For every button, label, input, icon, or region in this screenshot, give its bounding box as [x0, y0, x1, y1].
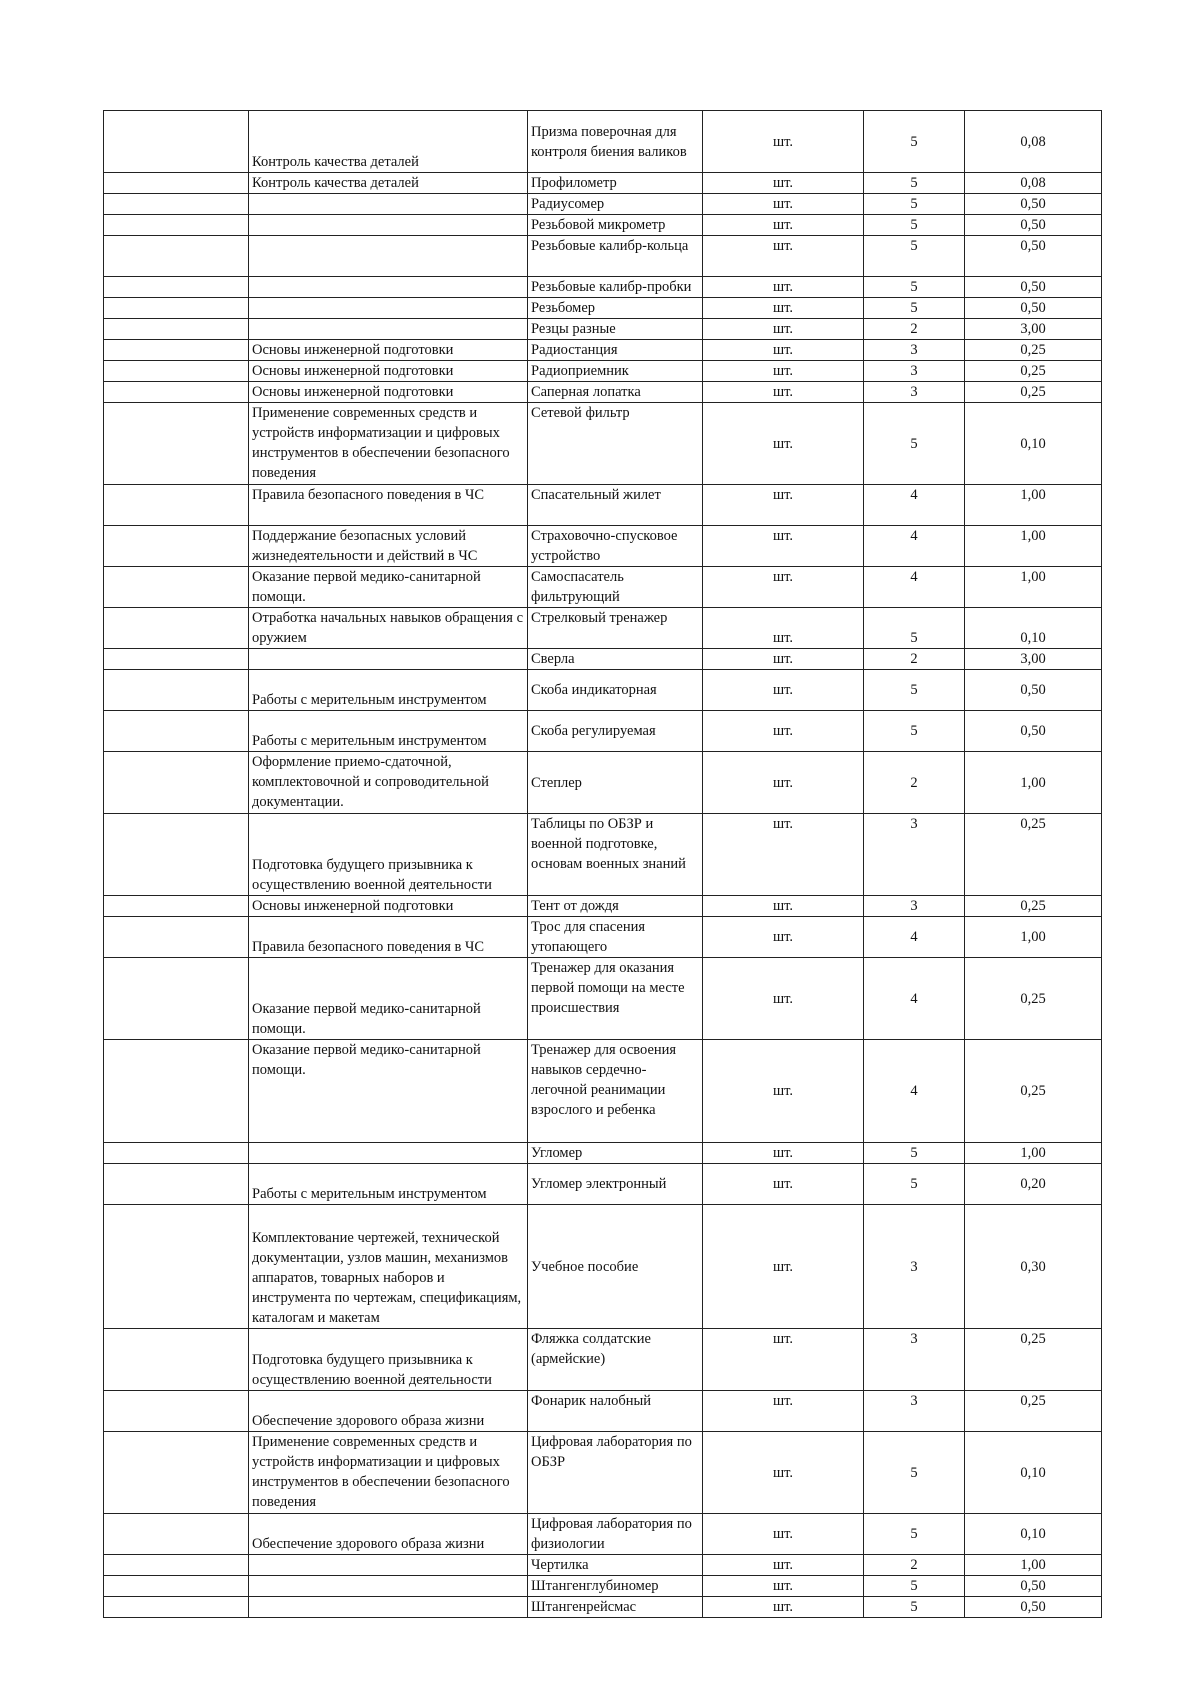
unit-cell: шт.: [703, 215, 864, 236]
empty-cell: [104, 608, 249, 649]
quantity-cell: 5: [864, 215, 965, 236]
purpose-cell: Комплектование чертежей, технической документации, узлов машин, механизмов аппаратов, товарных наборов и инструмента по чертежам, спецификациям, каталогам и макетам: [249, 1205, 528, 1329]
item-name-cell: Сетевой фильтр: [528, 403, 703, 485]
table-row: [104, 1143, 1102, 1164]
norm-cell: 0,10: [965, 403, 1102, 485]
norm-cell: 0,25: [965, 340, 1102, 361]
table-row: [104, 194, 1102, 215]
purpose-cell: Контроль качества деталей: [249, 173, 528, 194]
purpose-cell: Оказание первой медико-санитарной помощи.: [249, 1040, 528, 1143]
quantity-cell: 5: [864, 236, 965, 277]
quantity-cell: 3: [864, 361, 965, 382]
unit-cell: шт.: [703, 236, 864, 277]
norm-cell: 0,50: [965, 670, 1102, 711]
empty-cell: [104, 711, 249, 752]
purpose-cell: Работы с мерительным инструментом: [249, 1164, 528, 1205]
unit-cell: шт.: [703, 382, 864, 403]
purpose-cell: Обеспечение здорового образа жизни: [249, 1514, 528, 1555]
table-row: [104, 111, 1102, 173]
quantity-cell: 2: [864, 1555, 965, 1576]
purpose-cell: Применение современных средств и устройств информатизации и цифровых инструментов в обеспечении безопасного поведения: [249, 403, 528, 485]
norm-cell: 0,10: [965, 1514, 1102, 1555]
purpose-cell: Подготовка будущего призывника к осуществлению военной деятельности: [249, 1329, 528, 1391]
item-name-cell: Трос для спасения утопающего: [528, 917, 703, 958]
table-row: [104, 608, 1102, 649]
norm-cell: 0,50: [965, 711, 1102, 752]
item-name-cell: Угломер: [528, 1143, 703, 1164]
table-row: [104, 917, 1102, 958]
purpose-cell: Работы с мерительным инструментом: [249, 711, 528, 752]
purpose-cell: Оформление приемо-сдаточной, комплектовочной и сопроводительной документации.: [249, 752, 528, 814]
unit-cell: шт.: [703, 1555, 864, 1576]
empty-cell: [104, 1143, 249, 1164]
empty-cell: [104, 1391, 249, 1432]
equipment-table: [103, 110, 1102, 1618]
quantity-cell: 4: [864, 958, 965, 1040]
table-row: [104, 526, 1102, 567]
purpose-cell: Оказание первой медико-санитарной помощи.: [249, 567, 528, 608]
empty-cell: [104, 814, 249, 896]
quantity-cell: 5: [864, 173, 965, 194]
item-name-cell: Скоба индикаторная: [528, 670, 703, 711]
item-name-cell: Радиостанция: [528, 340, 703, 361]
empty-cell: [104, 382, 249, 403]
norm-cell: 1,00: [965, 1143, 1102, 1164]
empty-cell: [104, 1576, 249, 1597]
empty-cell: [104, 403, 249, 485]
norm-cell: 0,50: [965, 215, 1102, 236]
table-row: [104, 361, 1102, 382]
norm-cell: 0,08: [965, 173, 1102, 194]
table-row: [104, 1432, 1102, 1514]
purpose-cell: Работы с мерительным инструментом: [249, 670, 528, 711]
unit-cell: шт.: [703, 917, 864, 958]
norm-cell: 0,25: [965, 814, 1102, 896]
quantity-cell: 2: [864, 649, 965, 670]
quantity-cell: 5: [864, 1514, 965, 1555]
norm-cell: 0,20: [965, 1164, 1102, 1205]
table-row: [104, 752, 1102, 814]
table-row: [104, 1597, 1102, 1618]
unit-cell: шт.: [703, 958, 864, 1040]
quantity-cell: 5: [864, 194, 965, 215]
purpose-cell: [249, 215, 528, 236]
table-row: [104, 403, 1102, 485]
item-name-cell: Резьбовые калибр-кольца: [528, 236, 703, 277]
item-name-cell: Штангенрейсмас: [528, 1597, 703, 1618]
norm-cell: 0,25: [965, 896, 1102, 917]
item-name-cell: Резьбовой микрометр: [528, 215, 703, 236]
quantity-cell: 5: [864, 1164, 965, 1205]
empty-cell: [104, 111, 249, 173]
item-name-cell: Цифровая лаборатория по ОБЗР: [528, 1432, 703, 1514]
empty-cell: [104, 896, 249, 917]
empty-cell: [104, 1040, 249, 1143]
unit-cell: шт.: [703, 1597, 864, 1618]
empty-cell: [104, 958, 249, 1040]
table-row: [104, 649, 1102, 670]
table-row: [104, 1205, 1102, 1329]
empty-cell: [104, 277, 249, 298]
table-row: [104, 1391, 1102, 1432]
item-name-cell: Радиусомер: [528, 194, 703, 215]
quantity-cell: 4: [864, 485, 965, 526]
item-name-cell: Самоспасатель фильтрующий: [528, 567, 703, 608]
norm-cell: 0,25: [965, 1391, 1102, 1432]
purpose-cell: [249, 1143, 528, 1164]
table-row: [104, 1040, 1102, 1143]
empty-cell: [104, 485, 249, 526]
empty-cell: [104, 1432, 249, 1514]
item-name-cell: Чертилка: [528, 1555, 703, 1576]
quantity-cell: 4: [864, 567, 965, 608]
purpose-cell: [249, 649, 528, 670]
table-row: [104, 173, 1102, 194]
empty-cell: [104, 526, 249, 567]
purpose-cell: [249, 1555, 528, 1576]
unit-cell: шт.: [703, 361, 864, 382]
empty-cell: [104, 670, 249, 711]
item-name-cell: Фонарик налобный: [528, 1391, 703, 1432]
empty-cell: [104, 361, 249, 382]
quantity-cell: 5: [864, 298, 965, 319]
quantity-cell: 5: [864, 608, 965, 649]
item-name-cell: Резцы разные: [528, 319, 703, 340]
unit-cell: шт.: [703, 194, 864, 215]
empty-cell: [104, 319, 249, 340]
item-name-cell: Штангенглубиномер: [528, 1576, 703, 1597]
purpose-cell: Основы инженерной подготовки: [249, 361, 528, 382]
purpose-cell: Правила безопасного поведения в ЧС: [249, 485, 528, 526]
purpose-cell: [249, 194, 528, 215]
quantity-cell: 3: [864, 382, 965, 403]
norm-cell: 1,00: [965, 567, 1102, 608]
purpose-cell: [249, 1576, 528, 1597]
empty-cell: [104, 340, 249, 361]
norm-cell: 0,25: [965, 382, 1102, 403]
purpose-cell: Контроль качества деталей: [249, 111, 528, 173]
norm-cell: 0,10: [965, 608, 1102, 649]
quantity-cell: 3: [864, 340, 965, 361]
quantity-cell: 5: [864, 670, 965, 711]
unit-cell: шт.: [703, 567, 864, 608]
table-row: [104, 1514, 1102, 1555]
unit-cell: шт.: [703, 1164, 864, 1205]
purpose-cell: Отработка начальных навыков обращения с оружием: [249, 608, 528, 649]
purpose-cell: [249, 1597, 528, 1618]
empty-cell: [104, 215, 249, 236]
norm-cell: 0,08: [965, 111, 1102, 173]
quantity-cell: 5: [864, 711, 965, 752]
item-name-cell: Таблицы по ОБЗР и военной подготовке, основам военных знаний: [528, 814, 703, 896]
norm-cell: 0,25: [965, 958, 1102, 1040]
purpose-cell: Оказание первой медико-санитарной помощи.: [249, 958, 528, 1040]
empty-cell: [104, 298, 249, 319]
norm-cell: 0,50: [965, 236, 1102, 277]
norm-cell: 0,25: [965, 1040, 1102, 1143]
empty-cell: [104, 1205, 249, 1329]
empty-cell: [104, 649, 249, 670]
unit-cell: шт.: [703, 340, 864, 361]
quantity-cell: 5: [864, 277, 965, 298]
purpose-cell: Обеспечение здорового образа жизни: [249, 1391, 528, 1432]
quantity-cell: 5: [864, 1432, 965, 1514]
norm-cell: 3,00: [965, 319, 1102, 340]
table-row: [104, 215, 1102, 236]
item-name-cell: Профилометр: [528, 173, 703, 194]
item-name-cell: Фляжка солдатские (армейские): [528, 1329, 703, 1391]
table-row: [104, 896, 1102, 917]
empty-cell: [104, 752, 249, 814]
table-row: [104, 277, 1102, 298]
norm-cell: 0,25: [965, 1329, 1102, 1391]
norm-cell: 0,10: [965, 1432, 1102, 1514]
purpose-cell: Правила безопасного поведения в ЧС: [249, 917, 528, 958]
empty-cell: [104, 194, 249, 215]
table-row: [104, 814, 1102, 896]
norm-cell: 0,25: [965, 361, 1102, 382]
unit-cell: шт.: [703, 1391, 864, 1432]
table-row: [104, 236, 1102, 277]
quantity-cell: 4: [864, 1040, 965, 1143]
quantity-cell: 2: [864, 752, 965, 814]
quantity-cell: 5: [864, 1576, 965, 1597]
purpose-cell: Основы инженерной подготовки: [249, 382, 528, 403]
quantity-cell: 3: [864, 1205, 965, 1329]
quantity-cell: 3: [864, 896, 965, 917]
norm-cell: 1,00: [965, 917, 1102, 958]
quantity-cell: 4: [864, 917, 965, 958]
quantity-cell: 5: [864, 1143, 965, 1164]
unit-cell: шт.: [703, 111, 864, 173]
empty-cell: [104, 1555, 249, 1576]
quantity-cell: 5: [864, 403, 965, 485]
item-name-cell: Тренажер для оказания первой помощи на месте происшествия: [528, 958, 703, 1040]
table-row: [104, 711, 1102, 752]
norm-cell: 0,50: [965, 277, 1102, 298]
table-row: [104, 1576, 1102, 1597]
item-name-cell: Угломер электронный: [528, 1164, 703, 1205]
table-row: [104, 567, 1102, 608]
norm-cell: 1,00: [965, 752, 1102, 814]
item-name-cell: Саперная лопатка: [528, 382, 703, 403]
item-name-cell: Скоба регулируемая: [528, 711, 703, 752]
unit-cell: шт.: [703, 1514, 864, 1555]
quantity-cell: 3: [864, 814, 965, 896]
norm-cell: 1,00: [965, 1555, 1102, 1576]
purpose-cell: [249, 277, 528, 298]
unit-cell: шт.: [703, 1040, 864, 1143]
purpose-cell: Основы инженерной подготовки: [249, 896, 528, 917]
empty-cell: [104, 1597, 249, 1618]
unit-cell: шт.: [703, 1576, 864, 1597]
table-row: [104, 1164, 1102, 1205]
item-name-cell: Степлер: [528, 752, 703, 814]
item-name-cell: Цифровая лаборатория по физиологии: [528, 1514, 703, 1555]
unit-cell: шт.: [703, 608, 864, 649]
purpose-cell: [249, 236, 528, 277]
norm-cell: 3,00: [965, 649, 1102, 670]
table-body: [104, 111, 1102, 1618]
unit-cell: шт.: [703, 298, 864, 319]
table-row: [104, 382, 1102, 403]
norm-cell: 0,50: [965, 1576, 1102, 1597]
quantity-cell: 5: [864, 111, 965, 173]
item-name-cell: Учебное пособие: [528, 1205, 703, 1329]
item-name-cell: Резьбовые калибр-пробки: [528, 277, 703, 298]
unit-cell: шт.: [703, 1329, 864, 1391]
unit-cell: шт.: [703, 319, 864, 340]
unit-cell: шт.: [703, 670, 864, 711]
table-row: [104, 485, 1102, 526]
quantity-cell: 4: [864, 526, 965, 567]
table-row: [104, 1555, 1102, 1576]
table-row: [104, 340, 1102, 361]
empty-cell: [104, 1514, 249, 1555]
table-row: [104, 1329, 1102, 1391]
unit-cell: шт.: [703, 1143, 864, 1164]
item-name-cell: Резьбомер: [528, 298, 703, 319]
quantity-cell: 2: [864, 319, 965, 340]
norm-cell: 1,00: [965, 485, 1102, 526]
unit-cell: шт.: [703, 814, 864, 896]
unit-cell: шт.: [703, 1432, 864, 1514]
item-name-cell: Призма поверочная для контроля биения валиков: [528, 111, 703, 173]
purpose-cell: Подготовка будущего призывника к осуществлению военной деятельности: [249, 814, 528, 896]
item-name-cell: Тент от дождя: [528, 896, 703, 917]
purpose-cell: [249, 319, 528, 340]
purpose-cell: [249, 298, 528, 319]
table-row: [104, 298, 1102, 319]
norm-cell: 0,50: [965, 1597, 1102, 1618]
empty-cell: [104, 567, 249, 608]
unit-cell: шт.: [703, 752, 864, 814]
norm-cell: 0,50: [965, 298, 1102, 319]
unit-cell: шт.: [703, 896, 864, 917]
unit-cell: шт.: [703, 711, 864, 752]
empty-cell: [104, 917, 249, 958]
unit-cell: шт.: [703, 1205, 864, 1329]
empty-cell: [104, 173, 249, 194]
quantity-cell: 5: [864, 1597, 965, 1618]
unit-cell: шт.: [703, 526, 864, 567]
norm-cell: 1,00: [965, 526, 1102, 567]
table-row: [104, 958, 1102, 1040]
quantity-cell: 3: [864, 1391, 965, 1432]
unit-cell: шт.: [703, 403, 864, 485]
item-name-cell: Тренажер для освоения навыков сердечно-легочной реанимации взрослого и ребенка: [528, 1040, 703, 1143]
norm-cell: 0,50: [965, 194, 1102, 215]
purpose-cell: Применение современных средств и устройств информатизации и цифровых инструментов в обеспечении безопасного поведения: [249, 1432, 528, 1514]
empty-cell: [104, 1329, 249, 1391]
table-row: [104, 670, 1102, 711]
item-name-cell: Страховочно-спусковое устройство: [528, 526, 703, 567]
unit-cell: шт.: [703, 173, 864, 194]
purpose-cell: Основы инженерной подготовки: [249, 340, 528, 361]
norm-cell: 0,30: [965, 1205, 1102, 1329]
item-name-cell: Сверла: [528, 649, 703, 670]
empty-cell: [104, 236, 249, 277]
unit-cell: шт.: [703, 277, 864, 298]
unit-cell: шт.: [703, 649, 864, 670]
table-row: [104, 319, 1102, 340]
item-name-cell: Спасательный жилет: [528, 485, 703, 526]
item-name-cell: Стрелковый тренажер: [528, 608, 703, 649]
empty-cell: [104, 1164, 249, 1205]
quantity-cell: 3: [864, 1329, 965, 1391]
item-name-cell: Радиоприемник: [528, 361, 703, 382]
unit-cell: шт.: [703, 485, 864, 526]
purpose-cell: Поддержание безопасных условий жизнедеятельности и действий в ЧС: [249, 526, 528, 567]
